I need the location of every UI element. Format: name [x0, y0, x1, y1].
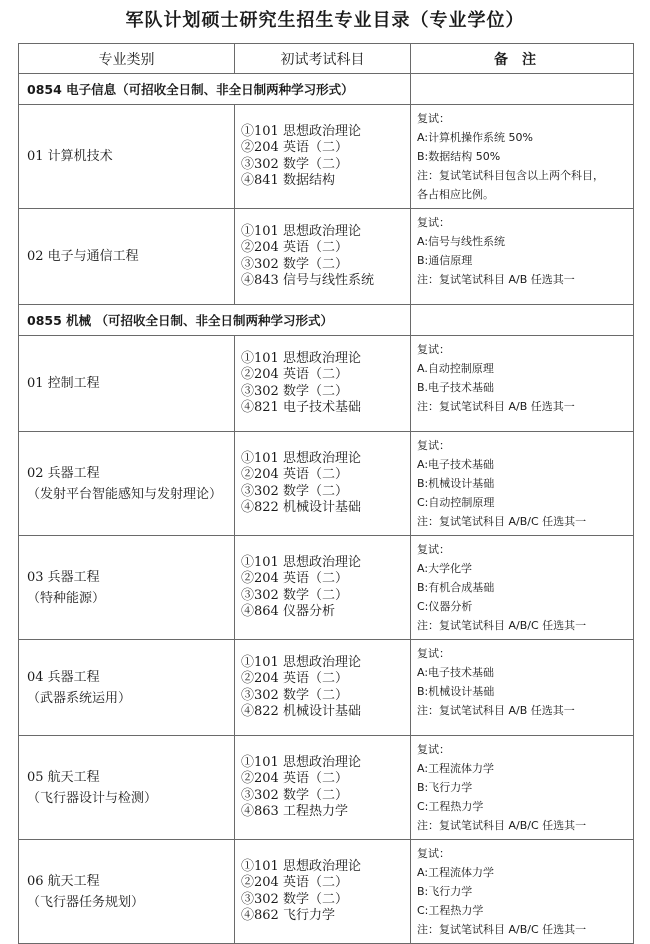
exam-subjects-cell: [235, 336, 411, 432]
exam-subject: ④843 信号与线性系统: [241, 273, 374, 288]
exam-subject: ②204 英语（二）: [241, 771, 348, 786]
exam-subjects-cell: [235, 840, 411, 944]
exam-subject: ②204 英语（二）: [241, 467, 348, 482]
note-line: C:自动控制原理: [417, 496, 495, 509]
major-cell: [19, 640, 235, 736]
exam-subject: ①101 思想政治理论: [241, 123, 361, 139]
major-direction: （特种能源）: [27, 590, 106, 606]
major-row: [19, 336, 634, 432]
header-exam: 初试考试科目: [235, 44, 411, 74]
major-row: [19, 432, 634, 536]
exam-subject: ③302 数学（二）: [241, 383, 348, 399]
note-line: 复试：: [417, 543, 450, 556]
major-name: 06 航天工程: [27, 873, 100, 889]
note-cell: [411, 209, 634, 305]
exam-subject: ③302 数学（二）: [241, 687, 348, 703]
exam-subject: ①101 思想政治理论: [241, 858, 361, 874]
note-line: 复试：: [417, 216, 450, 229]
note-cell: [411, 840, 634, 944]
major-direction: （飞行器任务规划）: [27, 894, 145, 910]
note-line: 注：复试笔试科目 A/B 任选其一: [417, 273, 575, 286]
exam-subject: ①101 思想政治理论: [241, 223, 361, 239]
exam-subject: ②204 英语（二）: [241, 875, 348, 890]
note-line: 复试：: [417, 343, 450, 356]
exam-subject: ②204 英语（二）: [241, 140, 348, 155]
exam-subject: ④862 飞行力学: [241, 908, 335, 923]
note-line: 复试：: [417, 439, 450, 452]
exam-subject: ③302 数学（二）: [241, 256, 348, 272]
exam-subject: ③302 数学（二）: [241, 891, 348, 907]
category-row: [19, 74, 634, 105]
major-cell: [19, 432, 235, 536]
note-line: C:工程热力学: [417, 800, 484, 813]
category-label: 0855 机械 （可招收全日制、非全日制两种学习形式）: [19, 305, 411, 336]
exam-subject: ④821 电子技术基础: [241, 400, 361, 415]
exam-subject: ④822 机械设计基础: [241, 704, 361, 719]
note-line: C:仪器分析: [417, 600, 473, 613]
exam-subject: ④863 工程热力学: [241, 804, 348, 819]
note-line: A:信号与线性系统: [417, 235, 506, 248]
note-line: 注：复试笔试科目 A/B/C 任选其一: [417, 819, 587, 832]
exam-subject: ②204 英语（二）: [241, 240, 348, 255]
note-line: 注：复试笔试科目 A/B/C 任选其一: [417, 515, 587, 528]
note-cell: [411, 736, 634, 840]
major-cell: [19, 536, 235, 640]
major-cell: [19, 105, 235, 209]
header-major: 专业类别: [19, 44, 235, 74]
note-line: B:通信原理: [417, 254, 473, 267]
major-direction: （武器系统运用）: [27, 690, 132, 706]
exam-subject: ②204 英语（二）: [241, 671, 348, 686]
note-line: 注：复试笔试科目 A/B 任选其一: [417, 400, 575, 413]
note-line: B:机械设计基础: [417, 685, 495, 698]
major-name: 02 兵器工程: [27, 465, 100, 481]
exam-subjects-cell: [235, 736, 411, 840]
note-line: A:工程流体力学: [417, 866, 495, 879]
note-line: 注：复试笔试科目 A/B/C 任选其一: [417, 923, 587, 936]
major-name: 05 航天工程: [27, 769, 100, 785]
exam-subjects-cell: [235, 640, 411, 736]
major-name: 01 计算机技术: [27, 149, 113, 164]
exam-subjects-cell: [235, 105, 411, 209]
note-line: B:机械设计基础: [417, 477, 495, 490]
note-line: B.电子技术基础: [417, 381, 495, 394]
exam-subject: ①101 思想政治理论: [241, 350, 361, 366]
note-line: B:有机合成基础: [417, 581, 495, 594]
note-line: 复试：: [417, 112, 450, 125]
major-row: [19, 105, 634, 209]
note-cell: [411, 536, 634, 640]
note-line: B:数据结构 50%: [417, 150, 501, 163]
note-line: A:电子技术基础: [417, 666, 495, 679]
header-note: 备注: [411, 44, 634, 74]
note-line: 复试：: [417, 647, 450, 660]
major-row: [19, 736, 634, 840]
note-line: A.自动控制原理: [417, 362, 494, 375]
major-direction: （飞行器设计与检测）: [27, 790, 158, 806]
category-note-blank: [411, 74, 634, 105]
major-cell: [19, 736, 235, 840]
exam-subject: ③302 数学（二）: [241, 787, 348, 803]
exam-subject: ①101 思想政治理论: [241, 654, 361, 670]
major-name: 01 控制工程: [27, 376, 100, 391]
major-name: 03 兵器工程: [27, 569, 100, 585]
note-line: A:大学化学: [417, 562, 473, 575]
exam-subject: ④841 数据结构: [241, 173, 335, 188]
note-line: 复试：: [417, 847, 450, 860]
note-line: C:工程热力学: [417, 904, 484, 917]
major-direction: （发射平台智能感知与发射理论）: [27, 486, 223, 502]
note-cell: [411, 105, 634, 209]
exam-subject: ③302 数学（二）: [241, 156, 348, 172]
header-row: [19, 44, 634, 74]
page-title: 军队计划硕士研究生招生专业目录（专业学位）: [125, 10, 525, 31]
note-cell: [411, 432, 634, 536]
note-line: 注：复试笔试科目包含以上两个科目，: [417, 169, 604, 182]
exam-subject: ③302 数学（二）: [241, 587, 348, 603]
major-cell: [19, 336, 235, 432]
note-line: 各占相应比例。: [417, 188, 494, 201]
exam-subject: ②204 英语（二）: [241, 367, 348, 382]
exam-subject: ④822 机械设计基础: [241, 500, 361, 515]
note-line: B:飞行力学: [417, 781, 473, 794]
note-cell: [411, 336, 634, 432]
note-cell: [411, 640, 634, 736]
major-name: 04 兵器工程: [27, 669, 100, 685]
note-line: 注：复试笔试科目 A/B/C 任选其一: [417, 619, 587, 632]
note-line: B:飞行力学: [417, 885, 473, 898]
major-row: [19, 209, 634, 305]
note-line: A:电子技术基础: [417, 458, 495, 471]
major-name: 02 电子与通信工程: [27, 249, 139, 264]
major-row: [19, 840, 634, 944]
note-line: 注：复试笔试科目 A/B 任选其一: [417, 704, 575, 717]
note-line: A:工程流体力学: [417, 762, 495, 775]
exam-subjects-cell: [235, 536, 411, 640]
exam-subject: ①101 思想政治理论: [241, 754, 361, 770]
catalog-table: [18, 43, 634, 944]
exam-subjects-cell: [235, 432, 411, 536]
note-line: A:计算机操作系统 50%: [417, 131, 533, 144]
major-cell: [19, 840, 235, 944]
note-line: 复试：: [417, 743, 450, 756]
exam-subject: ①101 思想政治理论: [241, 554, 361, 570]
category-note-blank: [411, 305, 634, 336]
exam-subject: ④864 仪器分析: [241, 604, 335, 619]
exam-subject: ③302 数学（二）: [241, 483, 348, 499]
category-row: [19, 305, 634, 336]
category-label: 0854 电子信息（可招收全日制、非全日制两种学习形式）: [19, 74, 411, 105]
major-row: [19, 640, 634, 736]
exam-subject: ②204 英语（二）: [241, 571, 348, 586]
major-row: [19, 536, 634, 640]
exam-subjects-cell: [235, 209, 411, 305]
exam-subject: ①101 思想政治理论: [241, 450, 361, 466]
major-cell: [19, 209, 235, 305]
